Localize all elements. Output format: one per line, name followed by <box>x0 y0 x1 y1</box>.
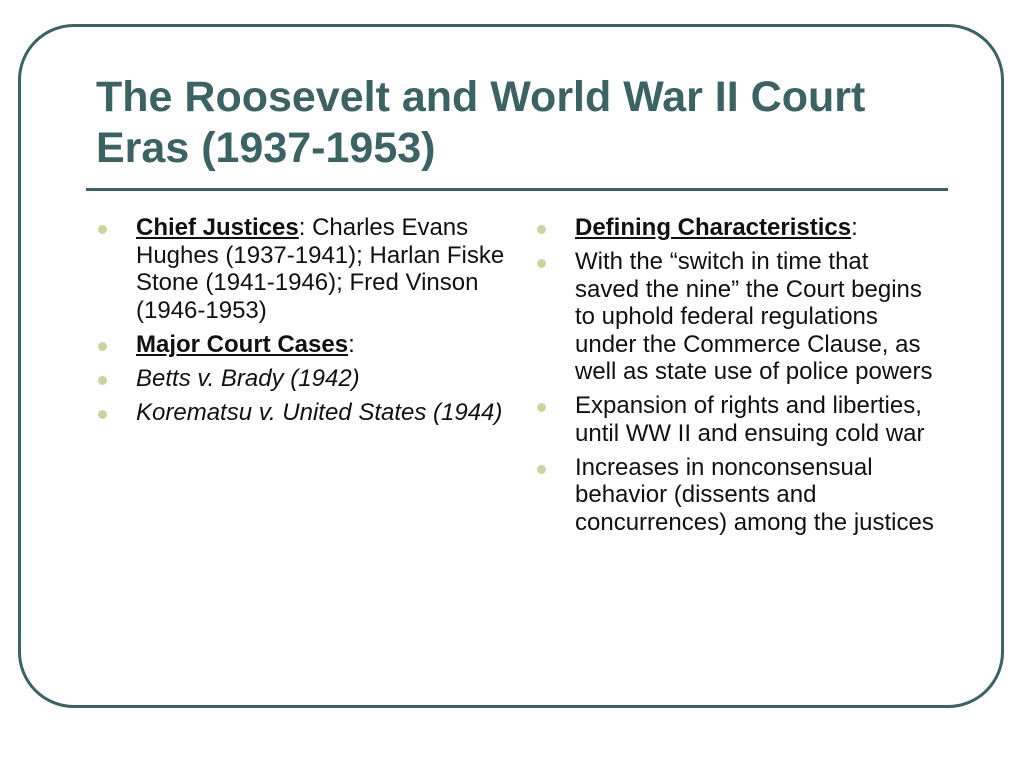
list-item-characteristic <box>535 248 935 386</box>
defining-heading: Defining Characteristics <box>575 214 852 241</box>
title-divider <box>86 188 948 191</box>
characteristic-text: Increases in nonconsensual behavior (dissents and concurrences) among the justices <box>575 453 934 536</box>
right-column <box>535 214 935 543</box>
major-cases-suffix: : <box>348 330 355 358</box>
major-cases-heading: Major Court Cases <box>136 330 349 358</box>
left-column <box>96 214 506 433</box>
list-item-characteristic <box>535 454 935 537</box>
bullet-icon <box>537 403 546 412</box>
bullet-icon <box>537 465 546 474</box>
bullet-icon <box>537 225 546 234</box>
defining-suffix: : <box>851 214 858 241</box>
characteristic-text: Expansion of rights and liberties, until WW II and ensuing cold war <box>575 392 925 447</box>
list-item-major-cases <box>96 331 506 359</box>
list-item-case <box>96 365 506 393</box>
chief-justices-heading: Chief Justices <box>136 214 299 241</box>
case-name: Korematsu v. United States (1944) <box>136 398 503 426</box>
characteristic-text: With the “switch in time that saved the nine” the Court begins to uphold federal regulations under the Commerce Clause, as well as state use of police powers <box>575 248 933 385</box>
list-item-chief-justices <box>96 214 506 324</box>
bullet-icon <box>98 342 107 351</box>
chief-justices-text: : Charles Evans Hughes (1937-1941); Harlan Fiske Stone (1941-1946); Fred Vinson (1946-1953) <box>136 214 505 324</box>
bullet-icon <box>98 410 107 419</box>
case-name: Betts v. Brady (1942) <box>136 364 360 392</box>
bullet-icon <box>537 259 546 268</box>
list-item-defining <box>535 214 935 242</box>
list-item-case <box>96 399 506 427</box>
list-item-characteristic <box>535 392 935 447</box>
slide-title: The Roosevelt and World War II Court Eras (1937-1953) <box>96 73 866 172</box>
bullet-icon <box>98 225 107 234</box>
bullet-icon <box>98 376 107 385</box>
